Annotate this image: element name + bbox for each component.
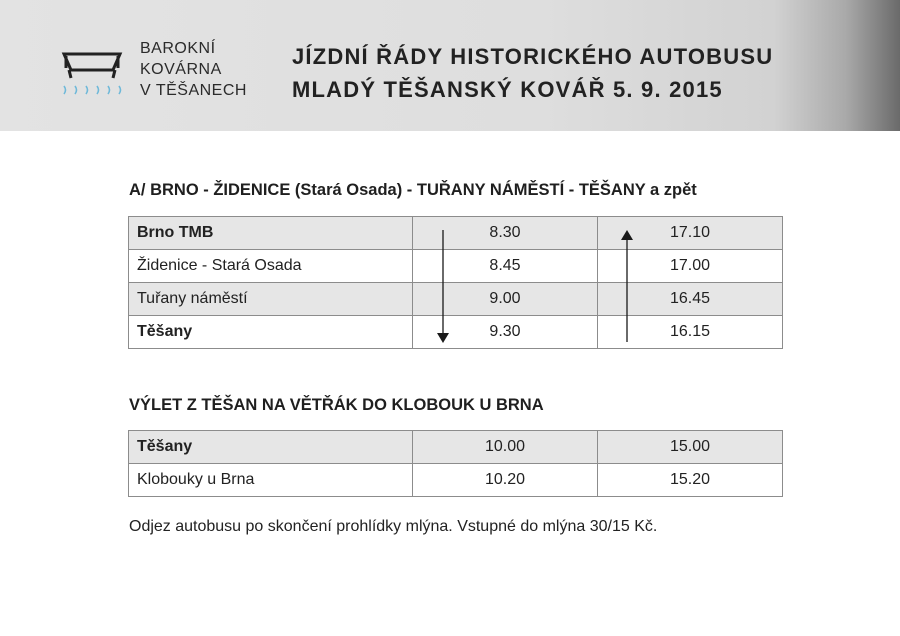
- table-row: [129, 250, 783, 283]
- forge-anvil-icon: [58, 48, 128, 104]
- arrow-down-icon: [436, 230, 450, 344]
- timetable-b: [128, 430, 783, 497]
- departure-there: 9.00: [413, 283, 598, 316]
- stop-name: Těšany: [129, 316, 413, 349]
- section-b-title: VÝLET Z TĚŠAN NA VĚTŘÁK DO KLOBOUK U BRNA: [129, 396, 544, 414]
- stop-name: Židenice - Stará Osada: [129, 250, 413, 283]
- departure-there: 9.30: [413, 316, 598, 349]
- arrow-up-icon: [620, 230, 634, 342]
- departure-back: 17.00: [598, 250, 783, 283]
- departure-there: 10.00: [413, 431, 598, 464]
- departure-there: 8.45: [413, 250, 598, 283]
- section-a-title: A/ BRNO - ŽIDENICE (Stará Osada) - TUŘANY NÁMĚSTÍ - TĚŠANY a zpět: [129, 181, 697, 199]
- table-row: [129, 431, 783, 464]
- departure-there: 10.20: [413, 464, 598, 497]
- departure-there: 8.30: [413, 217, 598, 250]
- logo-line: V TĚŠANECH: [140, 82, 247, 99]
- departure-back: 17.10: [598, 217, 783, 250]
- departure-back: 15.00: [598, 431, 783, 464]
- title-line-2: MLADÝ TĚŠANSKÝ KOVÁŘ 5. 9. 2015: [292, 77, 723, 102]
- logo-text: [140, 38, 247, 101]
- departure-back: 15.20: [598, 464, 783, 497]
- logo-line: KOVÁRNA: [140, 61, 222, 78]
- stop-name: Těšany: [129, 431, 413, 464]
- stop-name: Brno TMB: [129, 217, 413, 250]
- table-row: [129, 464, 783, 497]
- logo-line: BAROKNÍ: [140, 40, 216, 57]
- stop-name: Tuřany náměstí: [129, 283, 413, 316]
- timetable-a: [128, 216, 783, 349]
- header-banner: [0, 0, 900, 131]
- footnote: Odjez autobusu po skončení prohlídky mlýna. Vstupné do mlýna 30/15 Kč.: [129, 518, 658, 535]
- table-row: [129, 217, 783, 250]
- table-row: [129, 283, 783, 316]
- page-title: [292, 40, 773, 106]
- departure-back: 16.15: [598, 316, 783, 349]
- table-row: [129, 316, 783, 349]
- title-line-1: JÍZDNÍ ŘÁDY HISTORICKÉHO AUTOBUSU: [292, 44, 774, 69]
- stop-name: Klobouky u Brna: [129, 464, 413, 497]
- departure-back: 16.45: [598, 283, 783, 316]
